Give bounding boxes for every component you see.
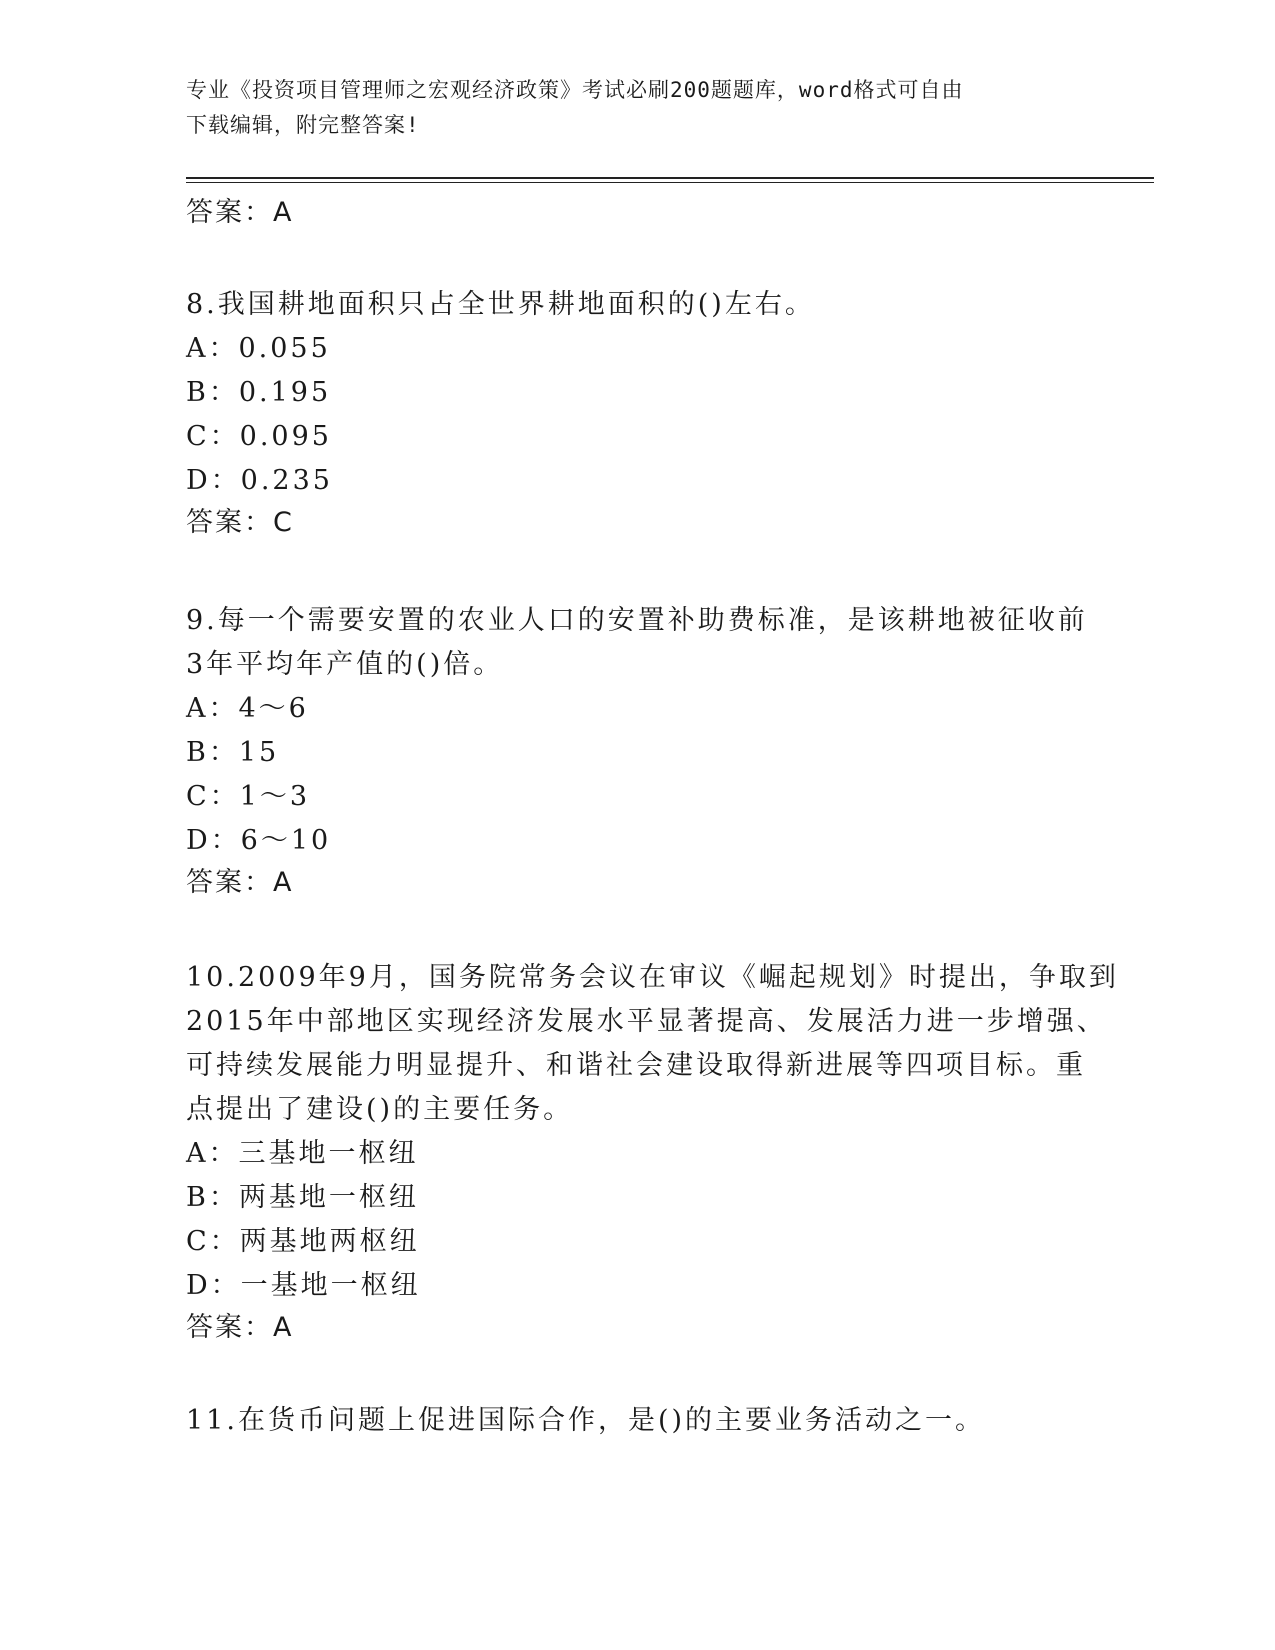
q10-stem-line-1: 10.2009年9月，国务院常务会议在审议《崛起规划》时提出，争取到 — [186, 962, 1119, 993]
q8-answer: 答案：C — [186, 507, 294, 538]
q10-answer: 答案：A — [186, 1312, 294, 1343]
q10-option-c: C：两基地两枢纽 — [186, 1226, 420, 1257]
q9-stem-line-2: 3年平均年产值的()倍。 — [186, 649, 504, 680]
q9-answer: 答案：A — [186, 867, 294, 898]
document-header — [186, 73, 1086, 143]
q10-stem-line-4: 点提出了建设()的主要任务。 — [186, 1094, 574, 1125]
q10-option-b: B：两基地一枢纽 — [186, 1182, 419, 1213]
q9-option-a: A：4～6 — [186, 693, 309, 724]
q10-stem-line-2: 2015年中部地区实现经济发展水平显著提高、发展活力进一步增强、 — [186, 1006, 1107, 1037]
q11-stem: 11.在货币问题上促进国际合作，是()的主要业务活动之一。 — [186, 1405, 986, 1436]
q10-option-a: A：三基地一枢纽 — [186, 1138, 419, 1169]
header-rule — [186, 177, 1154, 179]
q9-option-b: B：15 — [186, 737, 280, 768]
q8-option-c: C：0.095 — [186, 421, 332, 452]
q8-stem: 8.我国耕地面积只占全世界耕地面积的()左右。 — [186, 289, 815, 320]
header-line-2: 下载编辑，附完整答案! — [186, 113, 420, 137]
header-rule-thin — [186, 182, 1154, 183]
q10-stem-line-3: 可持续发展能力明显提升、和谐社会建设取得新进展等四项目标。重 — [186, 1050, 1086, 1081]
q9-stem-line-1: 9.每一个需要安置的农业人口的安置补助费标准，是该耕地被征收前 — [186, 605, 1088, 636]
header-line-1: 专业《投资项目管理师之宏观经济政策》考试必刷200题题库，word格式可自由 — [186, 78, 964, 102]
q8-option-a: A：0.055 — [186, 333, 331, 364]
q10-option-d: D：一基地一枢纽 — [186, 1270, 421, 1301]
answer-prev: 答案：A — [186, 197, 294, 228]
q9-option-d: D：6～10 — [186, 825, 332, 856]
q9-option-c: C：1～3 — [186, 781, 311, 812]
q8-option-b: B：0.195 — [186, 377, 332, 408]
q8-option-d: D：0.235 — [186, 465, 333, 496]
